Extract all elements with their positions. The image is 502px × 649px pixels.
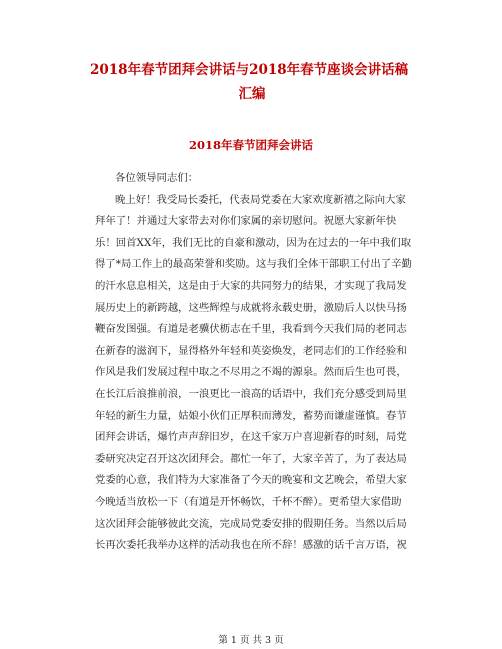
section-heading: 2018年春节团拜会讲话 — [188, 138, 313, 152]
body-line: 拜年了！并通过大家带去对你们家属的亲切慰问。祝愿大家新年快 — [95, 215, 397, 228]
page-footer: 第 1 页 共 3 页 — [218, 635, 284, 646]
body-text — [95, 168, 415, 557]
body-line: 晚上好！我受局长委托，代表局党委在大家欢度新禧之际向大家 — [115, 193, 406, 206]
body-line: 作风是我们发展过程中取之不尽用之不竭的源泉。然而后生也可畏， — [95, 366, 407, 379]
body-line: 的汗水息息相关，这是由于大家的共同努力的结果，才实现了我局发 — [95, 279, 407, 292]
document-title — [90, 58, 420, 106]
body-line: 在新春的滋润下，显得格外年轻和英姿焕发，老同志们的工作经验和 — [95, 344, 407, 357]
title-line-2: 汇编 — [238, 86, 266, 102]
body-line: 这次团拜会能够彼此交流，完成局党委安排的假期任务。当然以后局 — [95, 517, 407, 530]
body-line: 乐！回首XX年，我们无比的自豪和激动，因为在过去的一年中我们取 — [95, 236, 412, 249]
body-line: 长再次委托我举办这样的活动我也在所不辞！感激的话千言万语，祝 — [95, 539, 407, 552]
body-line: 得了*局工作上的最高荣誉和奖励。这与我们全体干部职工付出了辛勤 — [95, 258, 412, 271]
body-line: 党委的心意，我们特为大家准备了今天的晚宴和文艺晚会，希望大家 — [95, 474, 407, 487]
body-line: 鞭奋发图强。有道是老骥伏枥志在千里，我看到今天我们局的老同志 — [95, 323, 407, 336]
body-line: 在长江后浪推前浪，一浪更比一浪高的话语中，我们充分感受到局里 — [95, 387, 407, 400]
body-line: 委研究决定召开这次团拜会。都忙一年了，大家辛苦了，为了表达局 — [95, 452, 407, 465]
body-line: 各位领导同志们： — [115, 172, 199, 184]
body-line: 今晚适当放松一下（有道是开怀畅饮，千杯不醉）。更希望大家借助 — [95, 495, 402, 508]
body-line: 年轻的新生力量，姑娘小伙们正厚积而薄发，蓄势而谦虚谨慎。春节 — [95, 409, 407, 422]
body-line: 展历史上的新跨越，这些辉煌与成就将永载史册，激励后人以快马扬 — [95, 301, 407, 314]
body-line: 团拜会讲话，爆竹声声辞旧岁，在这千家万户喜迎新春的时刻，局党 — [95, 431, 407, 444]
title-line-1: 2018年春节团拜会讲话与2018年春节座谈会讲话稿 — [90, 62, 409, 78]
